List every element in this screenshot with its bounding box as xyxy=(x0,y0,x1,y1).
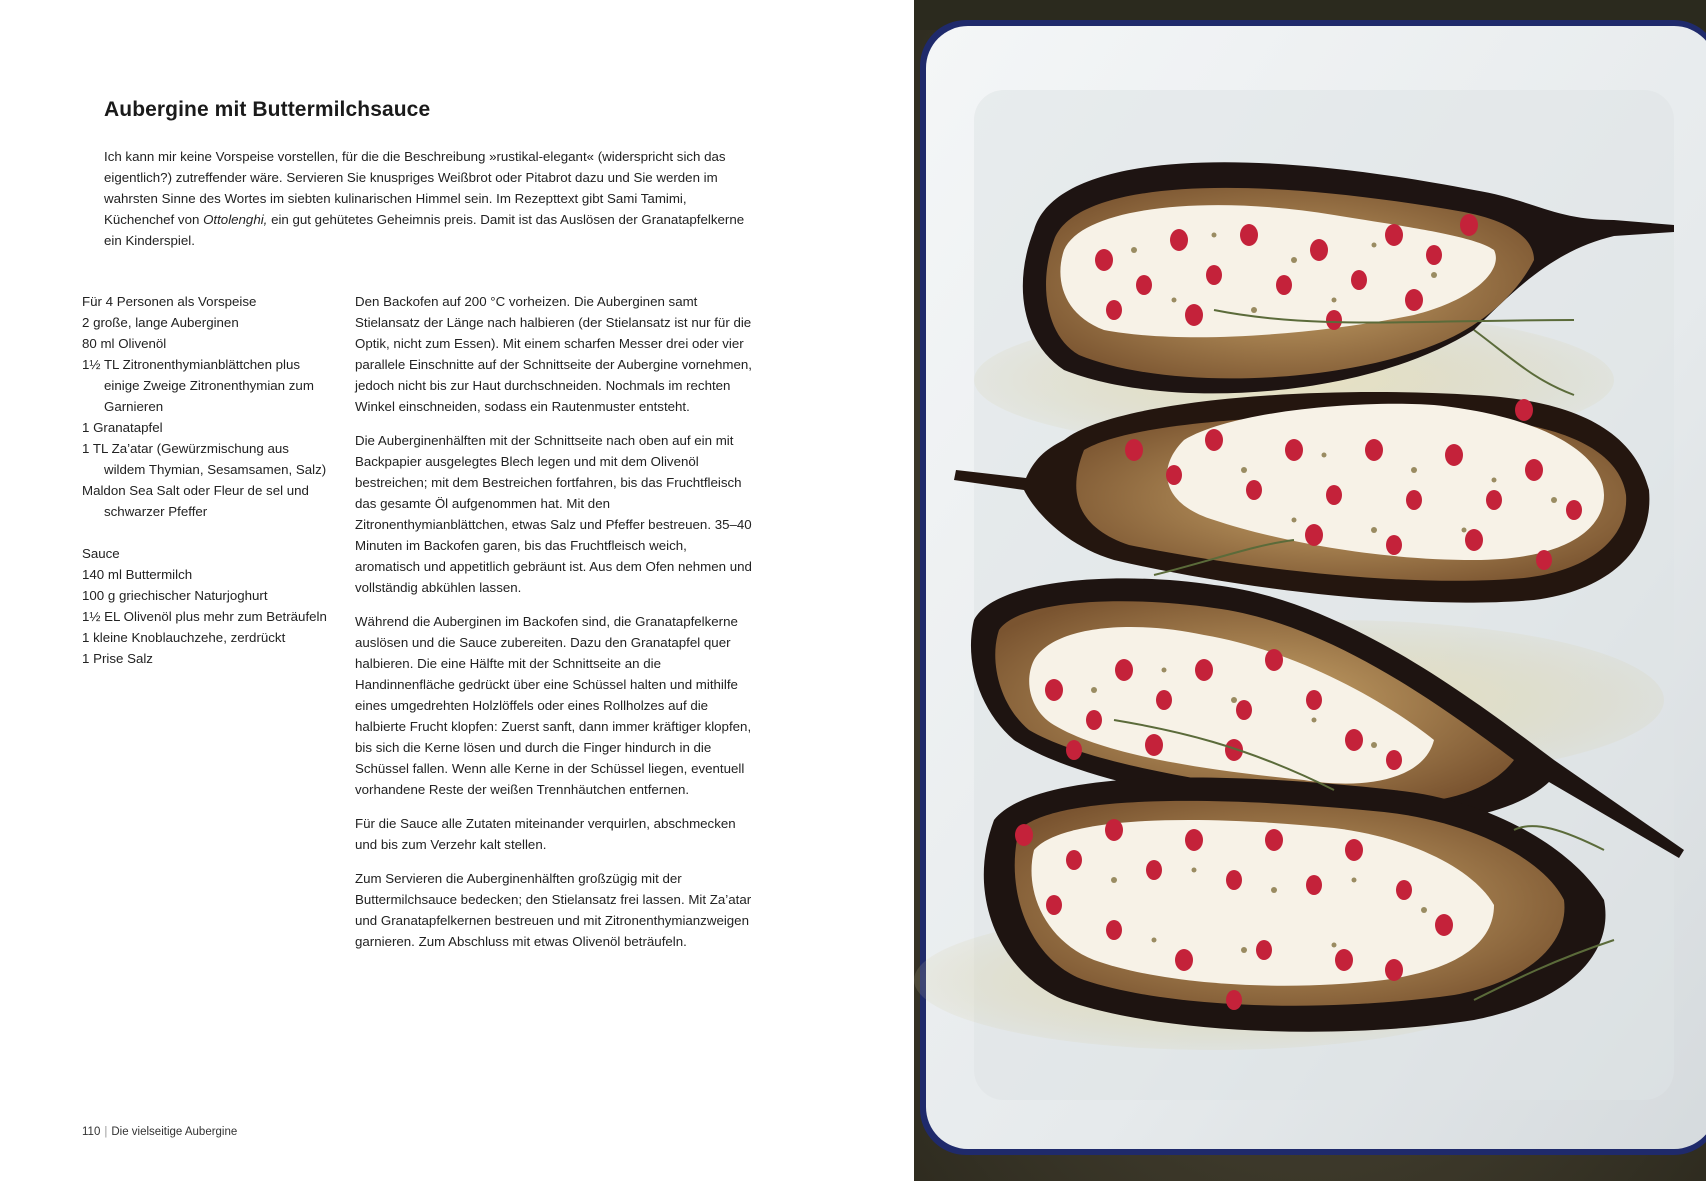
method-step: Die Auberginenhälften mit der Schnittseite nach oben auf ein mit Backpapier ausgelegtes Blech legen und mit dem Olivenöl bestreichen; mit dem Bestreichen fortfahren, bis das Fruchtfleisch das gesamte Öl aufgenommen hat. Mit den Zitronenthymianblättchen, etwas Salz und Pfeffer bestreuen. 35–40 Minuten im Backofen garen, bis das Fruchtfleisch weich, aromatisch und appetitlich gebräunt ist. Aus dem Ofen nehmen und vollständig abkühlen lassen. xyxy=(355,433,752,595)
sauce-ingredient-item: 1½ EL Olivenöl plus mehr zum Beträufeln xyxy=(82,609,327,624)
footer-separator: | xyxy=(104,1126,108,1138)
ingredient-item: 2 große, lange Auberginen xyxy=(82,315,239,330)
method-step: Den Backofen auf 200 °C vorheizen. Die Auberginen samt Stielansatz der Länge nach halbieren (der Stielansatz ist nur für die Optik, nicht zum Essen). Mit einem scharfen Messer drei oder vier parallele Einschnitte auf der Schnittseite der Aubergine vornehmen, jedoch nicht bis zur Haut durchschneiden. Nochmals im rechten Winkel einschneiden, sodass ein Rautenmuster entsteht. xyxy=(355,294,752,414)
ingredient-item: 80 ml Olivenöl xyxy=(82,336,167,351)
page-number: 110 xyxy=(82,1126,101,1138)
sauce-ingredient-item: 1 Prise Salz xyxy=(82,651,153,666)
intro-text-start: Ich kann mir keine Vorspeise vorstellen, für die die Beschreibung »rustikal-elegant« (widerspricht sich das eigentlich?) zutreffender wäre. Servieren Sie knuspriges Weißbrot oder Pitabrot dazu und Sie werden im wahrsten Sinne des Wortes im siebten kulinarischen Himmel sein. Im Rezepttext gibt Sami Tamimi, Küchenchef von xyxy=(104,149,726,227)
food-photo-illustration xyxy=(914,0,1706,1181)
section-name: Die vielseitige Aubergine xyxy=(111,1126,238,1138)
method-steps xyxy=(355,291,755,965)
sauce-ingredient-item: 100 g griechischer Naturjoghurt xyxy=(82,588,268,603)
ingredients-list xyxy=(82,291,352,669)
method-step: Während die Auberginen im Backofen sind, die Granatapfelkerne auslösen und die Sauce zubereiten. Dazu den Granatapfel quer halbieren. Die eine Hälfte mit der Schnittseite an die Handinnenfläche gedrückt über eine Schüssel halten und mithilfe eines umgedrehten Holzlöffels oder eines Rollholzes auf die halbierte Frucht klopfen: Zuerst sanft, dann immer kräftiger klopfen, bis sich die Kerne lösen und durch die Finger hindurch in die Schüssel fallen. Wenn alle Kerne in der Schüssel liegen, eventuell vorhandene Reste der weißen Trennhäutchen entfernen. xyxy=(355,614,752,797)
ingredient-item: 1 TL Za’atar (Gewürzmischung aus xyxy=(82,441,289,456)
intro-text-end: ein gut gehütetes Geheimnis preis. Damit ist das Auslösen der Granatapfelkerne ein Kinderspiel. xyxy=(104,212,745,248)
recipe-title: Aubergine mit Buttermilchsauce xyxy=(104,98,431,121)
sauce-ingredient-item: 140 ml Buttermilch xyxy=(82,567,193,582)
sauce-ingredient-item: 1 kleine Knoblauchzehe, zerdrückt xyxy=(82,630,286,645)
ingredient-item: Maldon Sea Salt oder Fleur de sel und xyxy=(82,483,309,498)
ingredient-item-continued: einige Zweige Zitronenthymian zum xyxy=(104,378,314,393)
ingredient-item-continued: Garnieren xyxy=(104,399,164,414)
ingredient-item-continued: schwarzer Pfeffer xyxy=(104,504,208,519)
intro-restaurant-name: Ottolenghi, xyxy=(203,212,268,227)
recipe-intro xyxy=(104,146,754,251)
servings-line: Für 4 Personen als Vorspeise xyxy=(82,294,257,309)
method-step: Für die Sauce alle Zutaten miteinander verquirlen, abschmecken und bis zum Verzehr kalt stellen. xyxy=(355,816,736,852)
ingredient-item: 1 Granatapfel xyxy=(82,420,163,435)
aubergine-photo xyxy=(914,0,1706,1181)
ingredient-item: 1½ TL Zitronenthymianblättchen plus xyxy=(82,357,301,372)
sauce-heading: Sauce xyxy=(82,546,120,561)
page-footer xyxy=(82,1126,237,1138)
ingredient-item-continued: wildem Thymian, Sesamsamen, Salz) xyxy=(104,462,327,477)
method-step: Zum Servieren die Auberginenhälften großzügig mit der Buttermilchsauce bedecken; den Stielansatz frei lassen. Mit Za’atar und Granatapfelkernen bestreuen und mit Zitronenthymianzweigen garnieren. Zum Abschluss mit etwas Olivenöl beträufeln. xyxy=(355,871,752,949)
